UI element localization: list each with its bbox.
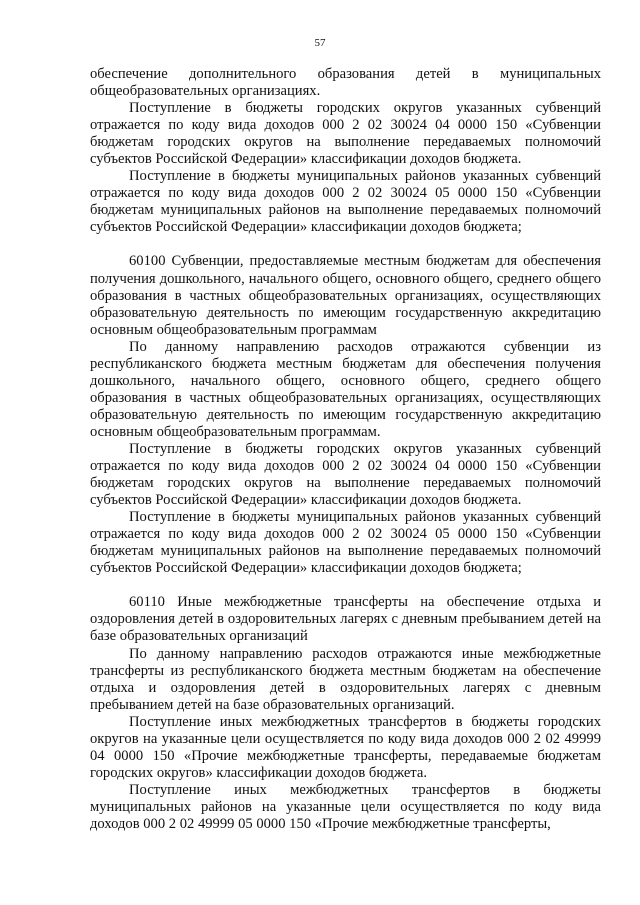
- paragraph-60100-city-okrug: Поступление в бюджеты городских округов указанных субвенций отражается по коду вида доходов 000 2 02 30024 04 0000 150 «Субвенции бюджетам городских округов на выполнение передаваемых полномочий субъектов Российской Федерации» классификации доходов бюджета.: [90, 440, 601, 509]
- paragraph-60100-municipal-district: Поступление в бюджеты муниципальных районов указанных субвенций отражается по коду вида доходов 000 2 02 30024 05 0000 150 «Субвенции бюджетам муниципальных районов на выполнение передаваемых полномочий субъектов Российской Федерации» классификации доходов бюджета;: [90, 509, 601, 577]
- section-gap: [90, 577, 601, 594]
- paragraph-60100-description: По данному направлению расходов отражаются субвенции из республиканского бюджета местным бюджетам для обеспечения получения дошкольного, начального общего, основного общего, среднего общего образования в частных общеобразовательных организациях, осуществляющих образовательную деятельность по имеющим государственную аккредитацию основным общеобразовательным программам.: [90, 338, 601, 440]
- paragraph-60110-description: По данному направлению расходов отражаются иные межбюджетные трансферты из республиканского бюджета местным бюджетам на обеспечение отдыха и оздоровления детей в оздоровительных лагерях с дневным пребыванием детей на базе образовательных организаций.: [90, 645, 601, 713]
- section-heading-60100: 60100 Субвенции, предоставляемые местным бюджетам для обеспечения получения дошкольного, начального общего, основного общего, среднего общего образования в частных общеобразовательных организациях, осуществляющих образовательную деятельность по имеющим государственную аккредитацию основным общеобразовательным программам: [90, 253, 601, 338]
- document-body: [90, 66, 601, 833]
- page-number: 57: [314, 37, 326, 49]
- paragraph-60110-city-okrug: Поступление иных межбюджетных трансфертов в бюджеты городских округов на указанные цели осуществляется по коду вида доходов 000 2 02 49999 04 0000 150 «Прочие межбюджетные трансферты, передаваемые бюджетам городских округов» классификации доходов бюджета.: [90, 713, 601, 781]
- section-gap: [90, 236, 601, 253]
- paragraph-60110-municipal-district: Поступление иных межбюджетных трансфертов в бюджеты муниципальных районов на указанные цели осуществляется по коду вида доходов 000 2 02 49999 05 0000 150 «Прочие межбюджетные трансферты,: [90, 781, 601, 832]
- paragraph-city-okrug-subventions: Поступление в бюджеты городских округов указанных субвенций отражается по коду вида доходов 000 2 02 30024 04 0000 150 «Субвенции бюджетам городских округов на выполнение передаваемых полномочий субъектов Российской Федерации» классификации доходов бюджета.: [90, 100, 601, 168]
- paragraph-continuation: обеспечение дополнительного образования детей в муниципальных общеобразовательных организациях.: [90, 66, 601, 100]
- section-heading-60110: 60110 Иные межбюджетные трансферты на обеспечение отдыха и оздоровления детей в оздоровительных лагерях с дневным пребыванием детей на базе образовательных организаций: [90, 594, 601, 645]
- paragraph-municipal-district-subventions: Поступление в бюджеты муниципальных районов указанных субвенций отражается по коду вида доходов 000 2 02 30024 05 0000 150 «Субвенции бюджетам муниципальных районов на выполнение передаваемых полномочий субъектов Российской Федерации» классификации доходов бюджета;: [90, 168, 601, 236]
